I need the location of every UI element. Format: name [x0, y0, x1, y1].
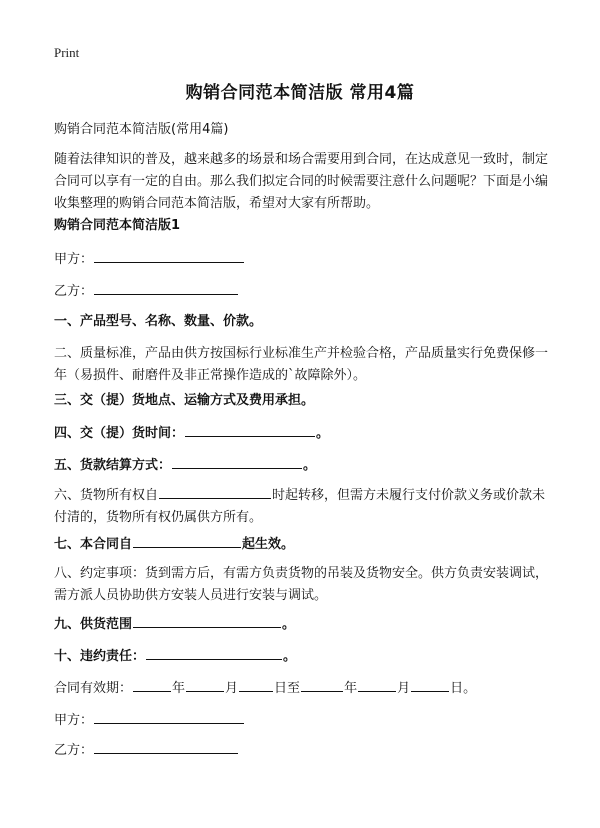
clause-9-blank — [133, 613, 281, 628]
clause-1: 一、产品型号、名称、数量、价款。 — [54, 314, 263, 329]
clause-10 — [54, 645, 554, 668]
validity-end-month-blank — [358, 677, 396, 692]
clause-3: 三、交（提）货地点、运输方式及费用承担。 — [54, 393, 315, 408]
clause-7-suffix: 起生效。 — [242, 537, 295, 552]
clause-6-suffix: 时起转移，但需方未履行支付价款义务或价款未付清的，货物所有权仍属供方所有。 — [54, 488, 546, 525]
party-a-sign-label: 甲方： — [54, 713, 94, 728]
clause-4-period: 。 — [316, 426, 330, 441]
party-a-label: 甲方： — [54, 252, 94, 267]
validity-day-to: 日至 — [274, 681, 301, 696]
validity-month-2: 月 — [397, 681, 411, 696]
party-a-sign-blank — [94, 709, 244, 724]
clause-4 — [54, 422, 554, 445]
clause-7-blank — [133, 533, 241, 548]
clause-7 — [54, 533, 554, 556]
party-a-blank — [94, 248, 244, 263]
validity-month-1: 月 — [225, 681, 239, 696]
clause-10-label: 十、违约责任： — [54, 649, 146, 664]
clause-10-period: 。 — [283, 649, 297, 664]
validity-end-year-blank — [301, 677, 343, 692]
clause-5-blank — [172, 454, 302, 469]
clause-5-period: 。 — [303, 458, 317, 473]
validity-day-end: 日。 — [450, 681, 477, 696]
clause-9 — [54, 613, 554, 636]
intro-paragraph: 随着法律知识的普及，越来越多的场景和场合需要用到合同，在达成意见一致时，制定合同可以享有一定的自由。那么我们拟定合同的时候需要注意什么问题呢？下面是小编收集整理的购销合同范本简洁版，希望对大家有所帮助。 — [54, 152, 549, 211]
clause-8: 八、约定事项：货到需方后，有需方负责货物的吊装及货物安全。供方负责安装调试，需方派人员协助供方安装人员进行安装与调试。 — [54, 566, 549, 603]
clause-4-blank — [185, 422, 315, 437]
validity-end-day-blank — [411, 677, 449, 692]
clause-2: 二、质量标准，产品由供方按国标行业标准生产并检验合格，产品质量实行免费保修一年（易损件、耐磨件及非正常操作造成的`故障除外）。 — [54, 346, 549, 383]
validity-year-2: 年 — [344, 681, 358, 696]
clause-7-prefix: 七、本合同自 — [54, 537, 133, 552]
validity-start-month-blank — [186, 677, 224, 692]
party-b-blank — [94, 280, 238, 295]
party-b-line — [54, 280, 554, 303]
print-link[interactable]: Print — [54, 45, 80, 60]
party-a-line — [54, 248, 554, 271]
party-b-sign-label: 乙方： — [54, 743, 94, 758]
clause-6 — [54, 484, 554, 529]
party-b-label: 乙方： — [54, 284, 94, 299]
validity-line — [54, 677, 554, 700]
clause-9-period: 。 — [282, 617, 296, 632]
clause-6-blank — [159, 484, 271, 499]
clause-5-label: 五、货款结算方式： — [54, 458, 172, 473]
document-title: 购销合同范本简洁版 常用4篇 — [185, 83, 415, 103]
clause-6-prefix: 六、货物所有权自 — [54, 488, 159, 503]
document-subtitle: 购销合同范本简洁版(常用4篇) — [54, 122, 229, 137]
clause-4-label: 四、交（提）货时间： — [54, 426, 185, 441]
validity-label: 合同有效期： — [54, 681, 133, 696]
clause-9-label: 九、供货范围 — [54, 617, 133, 632]
validity-start-year-blank — [133, 677, 171, 692]
clause-10-blank — [146, 645, 282, 660]
validity-start-day-blank — [239, 677, 273, 692]
party-b-sign-line — [54, 739, 554, 762]
party-a-sign-line — [54, 709, 554, 732]
section-heading: 购销合同范本简洁版1 — [54, 218, 181, 233]
validity-year-1: 年 — [172, 681, 186, 696]
clause-5 — [54, 454, 554, 477]
party-b-sign-blank — [94, 739, 238, 754]
